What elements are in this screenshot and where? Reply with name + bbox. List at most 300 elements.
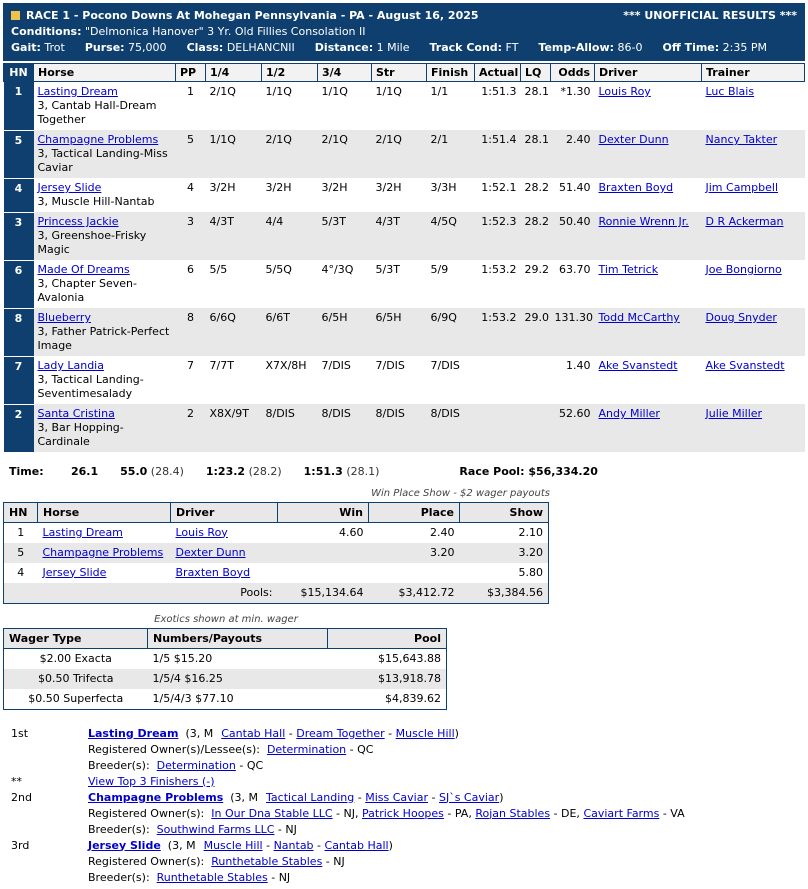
results-cell-pp: 2 bbox=[187, 407, 194, 420]
finisher-position: ** bbox=[11, 774, 22, 788]
results-cell-pp: 8 bbox=[187, 311, 194, 324]
results-row bbox=[4, 178, 805, 212]
driver-link[interactable]: Braxten Boyd bbox=[598, 181, 674, 194]
wps-driver-link[interactable]: Louis Roy bbox=[175, 525, 228, 539]
wps-win-payout: 4.60 bbox=[339, 525, 364, 539]
wps-horse-cell bbox=[38, 522, 171, 543]
exotics-wager-type: $0.50 Superfecta bbox=[28, 691, 124, 705]
trainer-cell bbox=[702, 356, 805, 404]
results-cell-odds: 50.40 bbox=[559, 215, 591, 228]
owner-link[interactable]: Patrick Hoopes bbox=[362, 806, 444, 820]
dam-link[interactable]: Dream Together bbox=[296, 726, 385, 740]
results-cell-odds: 51.40 bbox=[559, 181, 591, 194]
breeder-link[interactable]: Runthetable Stables bbox=[156, 870, 268, 884]
horse-link[interactable]: Champagne Problems bbox=[37, 133, 159, 146]
results-header-lq: LQ bbox=[521, 64, 551, 82]
results-cell-lq: 28.1 bbox=[524, 133, 549, 146]
results-cell-finish: 7/DIS bbox=[430, 359, 460, 372]
damsire-link[interactable]: Muscle Hill bbox=[395, 726, 455, 740]
horse-pedigree: 3, Tactical Landing-Seventimesalady bbox=[37, 373, 144, 400]
results-table bbox=[3, 63, 805, 453]
results-cell-q3: 2/1Q bbox=[321, 133, 348, 146]
results-cell-q3: 3/2H bbox=[321, 181, 348, 194]
results-cell-pp: 5 bbox=[187, 133, 194, 146]
horse-link[interactable]: Jersey Slide bbox=[37, 181, 102, 194]
wps-header-place: Place bbox=[369, 502, 460, 522]
results-row bbox=[4, 130, 805, 178]
exotics-pool: $4,839.62 bbox=[385, 691, 441, 705]
results-cell-actual: 1:51.4 bbox=[481, 133, 517, 146]
results-cell-odds: *1.30 bbox=[560, 85, 591, 98]
results-cell-lq: 28.2 bbox=[524, 215, 549, 228]
results-cell-str: 4/3T bbox=[375, 215, 400, 228]
exotics-numbers-payout: 1/5/4 $16.25 bbox=[152, 671, 223, 685]
results-cell-str: 6/5H bbox=[375, 311, 402, 324]
wps-row bbox=[4, 522, 549, 543]
results-cell-str: 2/1Q bbox=[375, 133, 402, 146]
results-cell-actual: 1:52.3 bbox=[481, 215, 517, 228]
horse-number: 1 bbox=[4, 82, 34, 131]
results-cell-odds: 1.40 bbox=[566, 359, 591, 372]
wps-pool-show: $3,384.56 bbox=[487, 585, 543, 599]
driver-cell bbox=[595, 308, 702, 356]
results-cell-odds: 2.40 bbox=[566, 133, 591, 146]
results-header-trainer: Trainer bbox=[702, 64, 805, 82]
finisher-horse-link[interactable]: Jersey Slide bbox=[88, 838, 161, 852]
results-header-q3: 3/4 bbox=[318, 64, 372, 82]
results-row bbox=[4, 308, 805, 356]
wps-show-payout: 5.80 bbox=[518, 565, 543, 579]
driver-link[interactable]: Dexter Dunn bbox=[598, 133, 669, 146]
wps-horse-cell bbox=[38, 563, 171, 583]
exotics-header-wager: Wager Type bbox=[4, 628, 148, 648]
exotics-wager-type: $0.50 Trifecta bbox=[38, 671, 114, 685]
finisher-breeder-line: Breeder(s): Runthetable Stables - NJ bbox=[88, 870, 291, 884]
results-cell-odds: 63.70 bbox=[559, 263, 591, 276]
exotics-header-numbers: Numbers/Payouts bbox=[148, 628, 328, 648]
race-info-label: Temp-Allow: bbox=[538, 41, 614, 54]
race-info-pair: Class: DELHANCNII bbox=[186, 41, 295, 54]
finisher-horse-link[interactable]: Lasting Dream bbox=[88, 726, 179, 740]
results-cell-q3: 4°/3Q bbox=[321, 263, 354, 276]
horse-pedigree: 3, Tactical Landing-Miss Caviar bbox=[37, 147, 168, 174]
owner-link[interactable]: Runthetable Stables bbox=[211, 854, 323, 868]
trainer-cell bbox=[702, 212, 805, 260]
results-cell-lq bbox=[521, 356, 551, 404]
trainer-cell bbox=[702, 82, 805, 131]
results-header-driver: Driver bbox=[595, 64, 702, 82]
results-cell-q1: 6/6Q bbox=[209, 311, 236, 324]
results-cell-q2: 1/1Q bbox=[265, 85, 292, 98]
wps-row bbox=[4, 563, 549, 583]
results-header-hn: HN bbox=[4, 64, 34, 82]
results-cell-str: 3/2H bbox=[375, 181, 402, 194]
view-top-finishers-link[interactable]: View Top 3 Finishers (-) bbox=[88, 774, 215, 788]
horse-cell bbox=[34, 130, 176, 178]
trainer-link[interactable]: Joe Bongiorno bbox=[705, 263, 782, 276]
finisher-content bbox=[88, 774, 805, 790]
finisher-line bbox=[88, 774, 805, 790]
wps-header-hn: HN bbox=[4, 502, 38, 522]
results-row bbox=[4, 212, 805, 260]
time-summary bbox=[9, 465, 805, 478]
wps-win-payout bbox=[278, 563, 369, 583]
owner-label: Registered Owner(s)/Lessee(s): bbox=[88, 742, 267, 756]
results-header-horse: Horse bbox=[34, 64, 176, 82]
sire-link[interactable]: Tactical Landing bbox=[266, 790, 355, 804]
horse-link[interactable]: Princess Jackie bbox=[37, 215, 119, 228]
results-row bbox=[4, 260, 805, 308]
horse-link[interactable]: Blueberry bbox=[37, 311, 91, 324]
finisher-block bbox=[3, 790, 805, 838]
horse-cell bbox=[34, 82, 176, 131]
exotics-pool: $13,918.78 bbox=[378, 671, 441, 685]
horse-pedigree: 3, Muscle Hill-Nantab bbox=[37, 195, 155, 208]
results-cell-actual bbox=[475, 356, 521, 404]
wps-driver-cell bbox=[171, 543, 278, 563]
wps-horse-number: 4 bbox=[17, 565, 25, 579]
results-header-q1: 1/4 bbox=[206, 64, 262, 82]
driver-link[interactable]: Louis Roy bbox=[598, 85, 651, 98]
breeder-label: Breeder(s): bbox=[88, 758, 157, 772]
results-header-pp: PP bbox=[176, 64, 206, 82]
results-cell-actual: 1:53.2 bbox=[481, 311, 517, 324]
time-half: 55.0 bbox=[120, 464, 148, 478]
results-cell-pp: 4 bbox=[187, 181, 194, 194]
wps-pools-spacer bbox=[4, 583, 38, 604]
time-half-split: (28.4) bbox=[150, 464, 184, 478]
results-cell-finish: 8/DIS bbox=[430, 407, 460, 420]
race-header-bar bbox=[3, 3, 805, 61]
finisher-horse-link[interactable]: Champagne Problems bbox=[88, 790, 224, 804]
driver-link[interactable]: Todd McCarthy bbox=[598, 311, 680, 324]
sire-link[interactable]: Muscle Hill bbox=[203, 838, 263, 852]
results-cell-lq bbox=[521, 404, 551, 452]
horse-number: 2 bbox=[4, 404, 34, 452]
results-cell-finish: 3/3H bbox=[430, 181, 457, 194]
results-cell-q3: 8/DIS bbox=[321, 407, 351, 420]
race-info-label: Gait: bbox=[11, 41, 41, 54]
results-cell-finish: 6/9Q bbox=[430, 311, 457, 324]
results-cell-odds: 131.30 bbox=[554, 311, 593, 324]
horse-number: 4 bbox=[4, 178, 34, 212]
results-cell-q3: 6/5H bbox=[321, 311, 348, 324]
exotics-numbers-payout: 1/5/4/3 $77.10 bbox=[152, 691, 234, 705]
wps-header-row bbox=[4, 502, 549, 522]
wps-header-win: Win bbox=[278, 502, 369, 522]
horse-cell bbox=[34, 212, 176, 260]
wps-horse-link[interactable]: Lasting Dream bbox=[42, 525, 123, 539]
horse-number: 6 bbox=[4, 260, 34, 308]
finisher-pedigree-line: Champagne Problems (3, M Tactical Landing - Miss Caviar - SJ`s Caviar) bbox=[88, 790, 504, 804]
results-header-actual: Actual bbox=[475, 64, 521, 82]
driver-cell bbox=[595, 178, 702, 212]
race-info-label: Class: bbox=[186, 41, 224, 54]
trainer-cell bbox=[702, 404, 805, 452]
exotics-caption: Exotics shown at min. wager bbox=[154, 613, 298, 625]
wps-horse-link[interactable]: Jersey Slide bbox=[42, 565, 107, 579]
results-cell-q1: 3/2H bbox=[209, 181, 236, 194]
exotics-row bbox=[4, 689, 447, 710]
results-cell-lq: 28.1 bbox=[524, 85, 549, 98]
horse-pedigree: 3, Chapter Seven-Avalonia bbox=[37, 277, 137, 304]
results-cell-str: 8/DIS bbox=[375, 407, 405, 420]
results-cell-str: 7/DIS bbox=[375, 359, 405, 372]
results-cell-lq: 28.2 bbox=[524, 181, 549, 194]
breeder-label: Breeder(s): bbox=[88, 822, 157, 836]
owner-link[interactable]: Rojan Stables bbox=[475, 806, 551, 820]
dam-link[interactable]: Nantab bbox=[273, 838, 314, 852]
race-info-pair: Track Cond: FT bbox=[429, 41, 519, 54]
results-cell-actual bbox=[475, 404, 521, 452]
horse-link[interactable]: Santa Cristina bbox=[37, 407, 115, 420]
wps-show-payout: 2.10 bbox=[518, 525, 543, 539]
driver-cell bbox=[595, 212, 702, 260]
results-cell-finish: 2/1 bbox=[430, 133, 449, 146]
results-cell-q3: 7/DIS bbox=[321, 359, 351, 372]
results-header-str: Str bbox=[372, 64, 427, 82]
sire-link[interactable]: Cantab Hall bbox=[221, 726, 286, 740]
driver-cell bbox=[595, 260, 702, 308]
dam-link[interactable]: Miss Caviar bbox=[365, 790, 428, 804]
trainer-link[interactable]: Nancy Takter bbox=[705, 133, 778, 146]
trainer-link[interactable]: D R Ackerman bbox=[705, 215, 784, 228]
driver-link[interactable]: Ake Svanstedt bbox=[598, 359, 678, 372]
finisher-pedigree-line: Jersey Slide (3, M Muscle Hill - Nantab - Cantab Hall) bbox=[88, 838, 393, 852]
driver-cell bbox=[595, 130, 702, 178]
exotics-row bbox=[4, 669, 447, 689]
finisher-pedigree-line: Lasting Dream (3, M Cantab Hall - Dream Together - Muscle Hill) bbox=[88, 726, 459, 740]
conditions-label: Conditions: bbox=[11, 25, 82, 38]
wps-header-driver: Driver bbox=[171, 502, 278, 522]
trainer-link[interactable]: Doug Snyder bbox=[705, 311, 777, 324]
driver-cell bbox=[595, 404, 702, 452]
results-header-row bbox=[4, 64, 805, 82]
time-final: 1:51.3 bbox=[303, 464, 343, 478]
results-cell-q1: 4/3T bbox=[209, 215, 234, 228]
finisher-block bbox=[3, 726, 805, 774]
exotics-table bbox=[3, 628, 447, 710]
horse-cell bbox=[34, 356, 176, 404]
horse-number: 8 bbox=[4, 308, 34, 356]
owner-label: Registered Owner(s): bbox=[88, 806, 212, 820]
damsire-link[interactable]: SJ`s Caviar bbox=[438, 790, 500, 804]
horse-pedigree: 3, Bar Hopping-Cardinale bbox=[37, 421, 124, 448]
time-three-quarter-split: (28.2) bbox=[248, 464, 282, 478]
results-cell-actual: 1:51.3 bbox=[481, 85, 517, 98]
race-info-pair: Off Time: 2:35 PM bbox=[662, 41, 767, 54]
driver-link[interactable]: Andy Miller bbox=[598, 407, 660, 420]
exotics-pool: $15,643.88 bbox=[378, 651, 441, 665]
race-info-pair: Purse: 75,000 bbox=[84, 41, 167, 54]
wps-driver-cell bbox=[171, 522, 278, 543]
race-info-line bbox=[11, 40, 797, 55]
damsire-link[interactable]: Cantab Hall bbox=[324, 838, 389, 852]
race-info-label: Purse: bbox=[84, 41, 125, 54]
horse-pedigree: 3, Father Patrick-Perfect Image bbox=[37, 325, 170, 352]
race-info-pair: Gait: Trot bbox=[11, 41, 65, 54]
wps-driver-link[interactable]: Braxten Boyd bbox=[175, 565, 251, 579]
results-cell-actual: 1:52.1 bbox=[481, 181, 517, 194]
wps-table bbox=[3, 502, 549, 604]
results-cell-pp: 3 bbox=[187, 215, 194, 228]
horse-link[interactable]: Lady Landia bbox=[37, 359, 104, 372]
results-row bbox=[4, 404, 805, 452]
finisher-position: 2nd bbox=[11, 790, 32, 804]
wps-row bbox=[4, 543, 549, 563]
time-three-quarter: 1:23.2 bbox=[205, 464, 246, 478]
horse-cell bbox=[34, 260, 176, 308]
finisher-content bbox=[88, 838, 805, 886]
wps-horse-number: 5 bbox=[17, 545, 25, 559]
finisher-content bbox=[88, 790, 805, 838]
results-cell-pp: 7 bbox=[187, 359, 194, 372]
finisher-owner-line: Registered Owner(s): Runthetable Stables - NJ bbox=[88, 854, 345, 868]
results-cell-q1: 7/7T bbox=[209, 359, 234, 372]
finisher-breeder-line: Breeder(s): Determination - QC bbox=[88, 758, 264, 772]
horse-pedigree: 3, Cantab Hall-Dream Together bbox=[37, 99, 157, 126]
finisher-owner-line: Registered Owner(s)/Lessee(s): Determination - QC bbox=[88, 742, 374, 756]
wps-pool-place: $3,412.72 bbox=[398, 585, 455, 599]
wps-pools-label: Pools: bbox=[240, 585, 273, 599]
results-cell-finish: 1/1 bbox=[430, 85, 449, 98]
wps-win-payout bbox=[278, 543, 369, 563]
exotics-header-row bbox=[4, 628, 447, 648]
results-cell-odds: 52.60 bbox=[559, 407, 591, 420]
breeder-label: Breeder(s): bbox=[88, 870, 157, 884]
exotics-wager-type: $2.00 Exacta bbox=[39, 651, 112, 665]
unofficial-results-banner: *** UNOFFICIAL RESULTS *** bbox=[623, 9, 797, 22]
results-cell-pp: 1 bbox=[187, 85, 194, 98]
trainer-cell bbox=[702, 130, 805, 178]
owner-link[interactable]: Determination bbox=[266, 742, 347, 756]
horse-link[interactable]: Lasting Dream bbox=[37, 85, 118, 98]
time-quarter: 26.1 bbox=[71, 464, 99, 478]
results-cell-q2: 2/1Q bbox=[265, 133, 292, 146]
results-cell-lq: 29.0 bbox=[524, 311, 549, 324]
wps-pools-spacer bbox=[38, 583, 171, 604]
horse-cell bbox=[34, 178, 176, 212]
horse-number: 5 bbox=[4, 130, 34, 178]
driver-cell bbox=[595, 82, 702, 131]
finisher-owner-line: Registered Owner(s): In Our Dna Stable LLC - NJ, Patrick Hoopes - PA, Rojan Stables - DE, Caviart Farms - VA bbox=[88, 806, 685, 820]
wps-show-payout: 3.20 bbox=[518, 545, 543, 559]
wps-caption: Win Place Show - $2 wager payouts bbox=[371, 487, 550, 499]
trainer-link[interactable]: Jim Campbell bbox=[705, 181, 778, 194]
results-row bbox=[4, 82, 805, 131]
exotics-numbers-payout: 1/5 $15.20 bbox=[152, 651, 213, 665]
wps-place-payout: 3.20 bbox=[430, 545, 455, 559]
results-header-odds: Odds bbox=[551, 64, 595, 82]
wps-horse-cell bbox=[38, 543, 171, 563]
finisher-block bbox=[3, 774, 805, 790]
trainer-link[interactable]: Ake Svanstedt bbox=[705, 359, 785, 372]
horse-cell bbox=[34, 308, 176, 356]
race-pool-value: $56,334.20 bbox=[528, 464, 598, 478]
wps-driver-cell bbox=[171, 563, 278, 583]
results-cell-q2: 4/4 bbox=[265, 215, 284, 228]
finisher-details-section bbox=[3, 726, 805, 886]
results-cell-q3: 1/1Q bbox=[321, 85, 348, 98]
wps-header-horse: Horse bbox=[38, 502, 171, 522]
results-cell-q3: 5/3T bbox=[321, 215, 346, 228]
results-cell-str: 5/3T bbox=[375, 263, 400, 276]
driver-link[interactable]: Tim Tetrick bbox=[598, 263, 659, 276]
results-cell-q1: 2/1Q bbox=[209, 85, 236, 98]
results-row bbox=[4, 356, 805, 404]
horse-link[interactable]: Made Of Dreams bbox=[37, 263, 130, 276]
race-info-pair: Temp-Allow: 86-0 bbox=[538, 41, 643, 54]
results-cell-q1: 5/5 bbox=[209, 263, 228, 276]
wps-header-show: Show bbox=[460, 502, 549, 522]
race-info-pair: Distance: 1 Mile bbox=[314, 41, 410, 54]
driver-cell bbox=[595, 356, 702, 404]
wps-place-payout: 2.40 bbox=[430, 525, 455, 539]
race-info-label: Off Time: bbox=[662, 41, 720, 54]
results-cell-q1: X8X/9T bbox=[209, 407, 249, 420]
race-info-label: Distance: bbox=[314, 41, 374, 54]
wps-horse-link[interactable]: Champagne Problems bbox=[42, 545, 164, 559]
results-cell-finish: 4/5Q bbox=[430, 215, 457, 228]
results-header-finish: Finish bbox=[427, 64, 475, 82]
exotics-row bbox=[4, 648, 447, 669]
race-title: RACE 1 - Pocono Downs At Mohegan Pennsylvania - PA - August 16, 2025 bbox=[26, 9, 479, 22]
results-cell-q2: 8/DIS bbox=[265, 407, 295, 420]
results-cell-q2: 3/2H bbox=[265, 181, 292, 194]
trainer-link[interactable]: Luc Blais bbox=[705, 85, 755, 98]
owner-link[interactable]: In Our Dna Stable LLC bbox=[211, 806, 333, 820]
horse-number: 3 bbox=[4, 212, 34, 260]
finisher-position: 1st bbox=[11, 726, 29, 740]
wps-driver-link[interactable]: Dexter Dunn bbox=[175, 545, 246, 559]
finisher-block bbox=[3, 838, 805, 886]
results-cell-q2: 6/6T bbox=[265, 311, 290, 324]
breeder-link[interactable]: Southwind Farms LLC bbox=[156, 822, 275, 836]
wps-pools-row bbox=[4, 583, 549, 604]
trainer-link[interactable]: Julie Miller bbox=[705, 407, 763, 420]
trainer-cell bbox=[702, 308, 805, 356]
wps-horse-number: 1 bbox=[17, 525, 25, 539]
conditions-value: "Delmonica Hanover" 3 Yr. Old Fillies Consolation II bbox=[84, 25, 366, 38]
results-cell-q2: X7X/8H bbox=[265, 359, 307, 372]
results-cell-pp: 6 bbox=[187, 263, 194, 276]
finisher-content bbox=[88, 726, 805, 774]
results-header-q2: 1/2 bbox=[262, 64, 318, 82]
results-cell-actual: 1:53.2 bbox=[481, 263, 517, 276]
wps-place-payout bbox=[369, 563, 460, 583]
driver-link[interactable]: Ronnie Wrenn Jr. bbox=[598, 215, 689, 228]
results-cell-str: 1/1Q bbox=[375, 85, 402, 98]
breeder-link[interactable]: Determination bbox=[156, 758, 236, 772]
results-cell-lq: 29.2 bbox=[524, 263, 549, 276]
horse-cell bbox=[34, 404, 176, 452]
finisher-breeder-line: Breeder(s): Southwind Farms LLC - NJ bbox=[88, 822, 297, 836]
wps-pool-win: $15,134.64 bbox=[300, 585, 364, 599]
results-cell-q2: 5/5Q bbox=[265, 263, 292, 276]
race-pool-label: Race Pool: bbox=[459, 464, 525, 478]
trainer-cell bbox=[702, 178, 805, 212]
time-final-split: (28.1) bbox=[346, 464, 380, 478]
trainer-cell bbox=[702, 260, 805, 308]
owner-link[interactable]: Caviart Farms bbox=[583, 806, 660, 820]
results-cell-finish: 5/9 bbox=[430, 263, 449, 276]
horse-pedigree: 3, Greenshoe-Frisky Magic bbox=[37, 229, 147, 256]
race-info-label: Track Cond: bbox=[429, 41, 503, 54]
horse-number: 7 bbox=[4, 356, 34, 404]
results-cell-q1: 1/1Q bbox=[209, 133, 236, 146]
exotics-header-pool: Pool bbox=[328, 628, 447, 648]
race-marker-icon bbox=[11, 11, 20, 20]
